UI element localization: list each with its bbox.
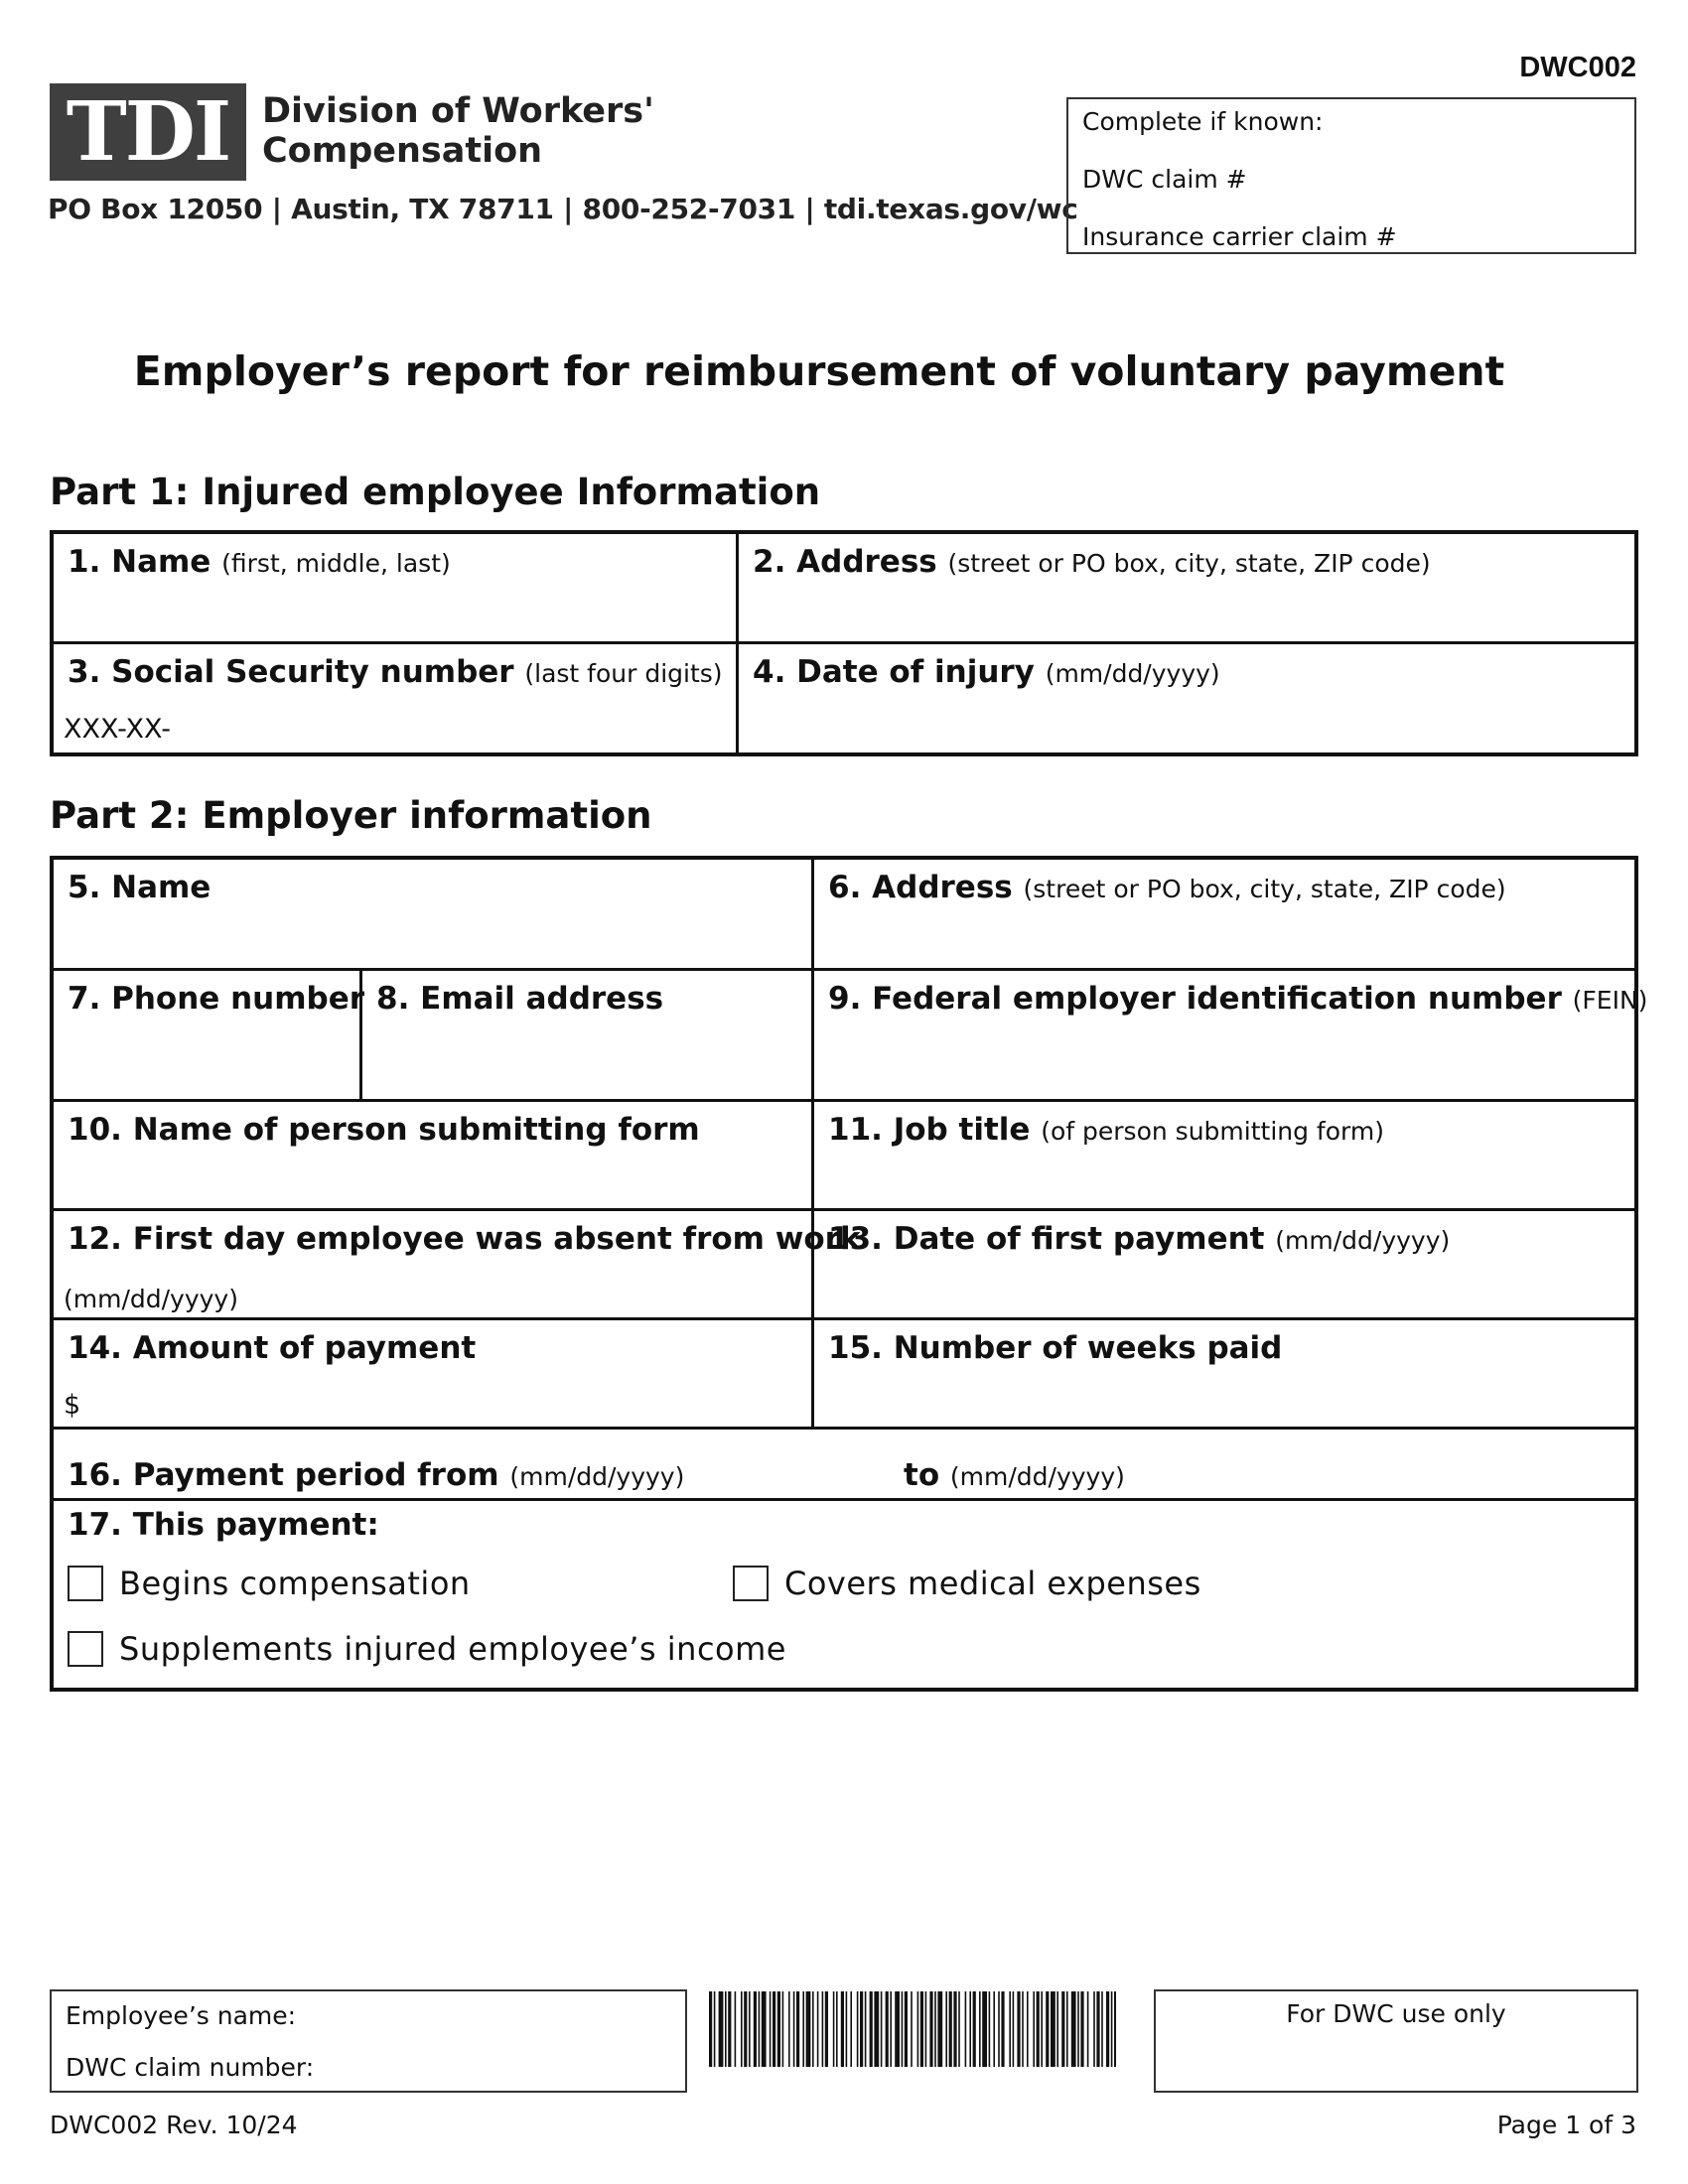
- field-6-employer-address[interactable]: [814, 860, 1634, 971]
- footer-employee-name[interactable]: Employee’s name:: [66, 2001, 297, 2030]
- field-4-date-of-injury[interactable]: [739, 644, 1634, 752]
- field-8-label: 8. Email address: [376, 981, 664, 1017]
- checkbox-supplements-income[interactable]: [68, 1631, 103, 1667]
- footer-claim-number[interactable]: DWC claim number:: [66, 2053, 315, 2082]
- option-supplements-income-label: Supplements injured employee’s income: [119, 1630, 786, 1668]
- field-17-this-payment: [54, 1501, 1634, 1688]
- field-1-label: 1. Name: [68, 544, 211, 580]
- field-11-job-title[interactable]: [814, 1102, 1634, 1211]
- field-6-label: 6. Address: [828, 870, 1013, 905]
- checkbox-begins-compensation[interactable]: [68, 1566, 103, 1601]
- dwc-use-only-box: [1154, 1989, 1638, 2093]
- ssn-prefix: XXX-XX-: [64, 714, 171, 745]
- employee-info-footer-box: [50, 1989, 687, 2093]
- part1-grid: [50, 530, 1638, 756]
- field-16-payment-period[interactable]: [54, 1430, 1634, 1501]
- field-17-label: 17. This payment:: [68, 1507, 379, 1543]
- option-begins-compensation[interactable]: [68, 1565, 471, 1602]
- field-13-hint: (mm/dd/yyyy): [1275, 1226, 1451, 1255]
- field-3-label: 3. Social Security number: [68, 654, 514, 690]
- agency-line-1: Division of Workers': [262, 91, 654, 131]
- tdi-logo: TDI: [50, 83, 246, 181]
- barcode: [709, 1991, 1116, 2067]
- field-9-fein[interactable]: [814, 971, 1648, 1102]
- field-16-label: 16. Payment period from: [68, 1457, 499, 1493]
- complete-if-known-box: [1066, 97, 1636, 254]
- field-9-label: 9. Federal employer identification number: [828, 981, 1562, 1017]
- field-4-hint: (mm/dd/yyyy): [1045, 659, 1220, 688]
- dwc-use-only-label: For DWC use only: [1286, 1999, 1506, 2028]
- field-6-hint: (street or PO box, city, state, ZIP code): [1023, 875, 1506, 903]
- field-5-label: 5. Name: [68, 870, 211, 905]
- field-2-hint: (street or PO box, city, state, ZIP code): [947, 549, 1431, 578]
- field-3-hint: (last four digits): [524, 659, 723, 688]
- field-12-label: 12. First day employee was absent from work: [68, 1221, 861, 1257]
- agency-line-2: Compensation: [262, 131, 543, 171]
- form-code: DWC002: [1519, 52, 1636, 83]
- field-4-label: 4. Date of injury: [753, 654, 1035, 690]
- field-10-label: 10. Name of person submitting form: [68, 1112, 700, 1148]
- field-7-label: 7. Phone number: [68, 981, 365, 1017]
- field-14-label: 14. Amount of payment: [68, 1330, 477, 1366]
- contact-line: PO Box 12050 | Austin, TX 78711 | 800-252-7031 | tdi.texas.gov/wc: [48, 193, 1078, 225]
- field-8-email[interactable]: [362, 971, 814, 1102]
- field-7-phone[interactable]: [54, 971, 365, 1102]
- field-2-address[interactable]: [739, 534, 1634, 644]
- field-14-payment-amount[interactable]: [54, 1320, 814, 1430]
- page-number: Page 1 of 3: [1496, 2111, 1636, 2139]
- dwc-claim-field[interactable]: DWC claim #: [1082, 165, 1247, 194]
- complete-if-known-label: Complete if known:: [1082, 107, 1324, 136]
- part2-grid: [50, 856, 1648, 1692]
- field-13-first-payment-date[interactable]: [814, 1211, 1634, 1320]
- field-1-hint: (first, middle, last): [221, 549, 451, 578]
- option-covers-medical[interactable]: [733, 1565, 1201, 1602]
- field-11-hint: (of person submitting form): [1041, 1117, 1384, 1146]
- field-10-submitter-name[interactable]: [54, 1102, 814, 1211]
- field-13-label: 13. Date of first payment: [828, 1221, 1265, 1257]
- field-5-employer-name[interactable]: [54, 860, 814, 971]
- field-16-hint: (mm/dd/yyyy): [509, 1462, 685, 1491]
- page-title: Employer’s report for reimbursement of voluntary payment: [133, 347, 1505, 395]
- part1-title: Part 1: Injured employee Information: [50, 471, 821, 513]
- field-15-label: 15. Number of weeks paid: [828, 1330, 1283, 1366]
- agency-name: [262, 91, 654, 171]
- checkbox-covers-medical[interactable]: [733, 1566, 769, 1601]
- field-1-name[interactable]: [54, 534, 739, 644]
- revision-label: DWC002 Rev. 10/24: [50, 2111, 298, 2139]
- option-begins-compensation-label: Begins compensation: [119, 1565, 471, 1602]
- field-12-hint: (mm/dd/yyyy): [64, 1285, 238, 1313]
- carrier-claim-field[interactable]: Insurance carrier claim #: [1082, 222, 1397, 251]
- field-11-label: 11. Job title: [828, 1112, 1031, 1148]
- field-9-hint: (FEIN): [1572, 986, 1648, 1015]
- option-covers-medical-label: Covers medical expenses: [784, 1565, 1201, 1602]
- part2-title: Part 2: Employer information: [50, 794, 652, 837]
- dollar-prefix: $: [64, 1390, 81, 1421]
- field-2-label: 2. Address: [753, 544, 937, 580]
- field-12-first-absent-day[interactable]: [54, 1211, 861, 1320]
- field-15-weeks-paid[interactable]: [814, 1320, 1634, 1430]
- field-3-ssn[interactable]: [54, 644, 739, 752]
- option-supplements-income[interactable]: [68, 1630, 786, 1668]
- field-16-to-hint: (mm/dd/yyyy): [949, 1462, 1125, 1491]
- field-16-to-label: to: [904, 1457, 940, 1493]
